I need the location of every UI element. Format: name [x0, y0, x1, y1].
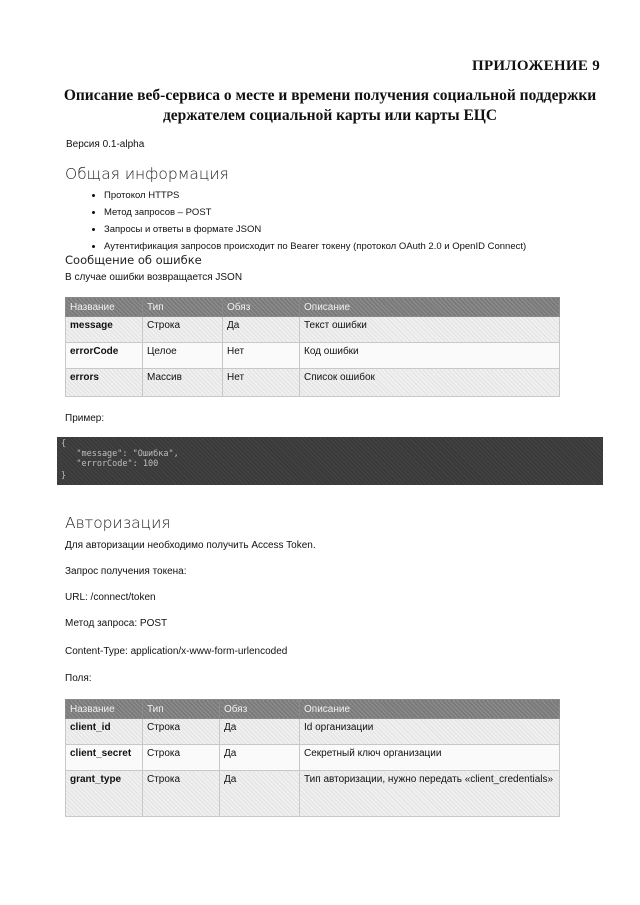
list-item: • Метод запросов – POST: [104, 204, 526, 221]
error-fields-table: [65, 297, 560, 397]
column-header-name: Название: [66, 700, 143, 719]
column-header-description: Описание: [300, 298, 560, 317]
cell-type: Целое: [143, 343, 223, 369]
cell-required: Нет: [223, 343, 300, 369]
cell-type: Строка: [143, 719, 220, 745]
fields-label: Поля:: [65, 673, 92, 684]
cell-description: Список ошибок: [300, 369, 560, 397]
general-info-list: [86, 187, 526, 255]
error-intro: В случае ошибки возвращается JSON: [65, 272, 243, 283]
auth-fields-table: [65, 699, 560, 817]
table-row: [66, 369, 560, 397]
appendix-label: ПРИЛОЖЕНИЕ 9: [472, 58, 600, 74]
code-example-block: [57, 437, 603, 485]
cell-required: Да: [220, 745, 300, 771]
list-item: • Аутентификация запросов происходит по Bearer токену (протокол OAuth 2.0 и OpenID Connect): [104, 238, 526, 255]
content-type: Content-Type: application/x-www-form-urlencoded: [65, 646, 288, 657]
code-line: "errorCode": 100: [61, 459, 159, 469]
table-row: [66, 745, 560, 771]
token-request-label: Запрос получения токена:: [65, 566, 187, 577]
code-line: }: [61, 471, 67, 481]
cell-type: Строка: [143, 745, 220, 771]
table-row: [66, 771, 560, 817]
cell-name: client_secret: [66, 745, 143, 771]
cell-required: Да: [223, 317, 300, 343]
token-url: URL: /connect/token: [65, 592, 156, 603]
column-header-name: Название: [66, 298, 143, 317]
column-header-description: Описание: [300, 700, 560, 719]
version-text: Версия 0.1-alpha: [66, 139, 145, 150]
table-header-row: [66, 700, 560, 719]
code-line: {: [61, 439, 67, 449]
column-header-required: Обяз: [220, 700, 300, 719]
cell-description: Секретный ключ организации: [300, 745, 560, 771]
cell-type: Строка: [143, 771, 220, 817]
cell-name: message: [66, 317, 143, 343]
cell-name: errorCode: [66, 343, 143, 369]
document-title-line-1: Описание веб-сервиса о месте и времени получения социальной поддержки: [63, 87, 597, 104]
list-item: • Протокол HTTPS: [104, 187, 526, 204]
table-header-row: [66, 298, 560, 317]
table-row: [66, 343, 560, 369]
cell-name: client_id: [66, 719, 143, 745]
cell-description: Код ошибки: [300, 343, 560, 369]
code-line: "message": "Ошибка",: [61, 449, 179, 459]
cell-required: Да: [220, 719, 300, 745]
list-item: • Запросы и ответы в формате JSON: [104, 221, 526, 238]
table-row: [66, 719, 560, 745]
auth-intro: Для авторизации необходимо получить Access Token.: [65, 540, 316, 551]
cell-type: Строка: [143, 317, 223, 343]
table-row: [66, 317, 560, 343]
auth-heading: Авторизация: [65, 514, 171, 532]
general-info-heading: Общая информация: [65, 165, 229, 183]
cell-type: Массив: [143, 369, 223, 397]
request-method: Метод запроса: POST: [65, 618, 168, 629]
cell-description: Тип авторизации, нужно передать «client_credentials»: [300, 771, 560, 817]
document-title-line-2: держателем социальной карты или карты ЕЦС: [162, 107, 498, 124]
example-label: Пример:: [65, 413, 105, 424]
cell-name: grant_type: [66, 771, 143, 817]
cell-required: Нет: [223, 369, 300, 397]
error-heading: Сообщение об ошибке: [65, 253, 202, 267]
cell-required: Да: [220, 771, 300, 817]
cell-description: Id организации: [300, 719, 560, 745]
column-header-type: Тип: [143, 700, 220, 719]
column-header-required: Обяз: [223, 298, 300, 317]
document-title: [50, 86, 610, 126]
cell-description: Текст ошибки: [300, 317, 560, 343]
column-header-type: Тип: [143, 298, 223, 317]
cell-name: errors: [66, 369, 143, 397]
